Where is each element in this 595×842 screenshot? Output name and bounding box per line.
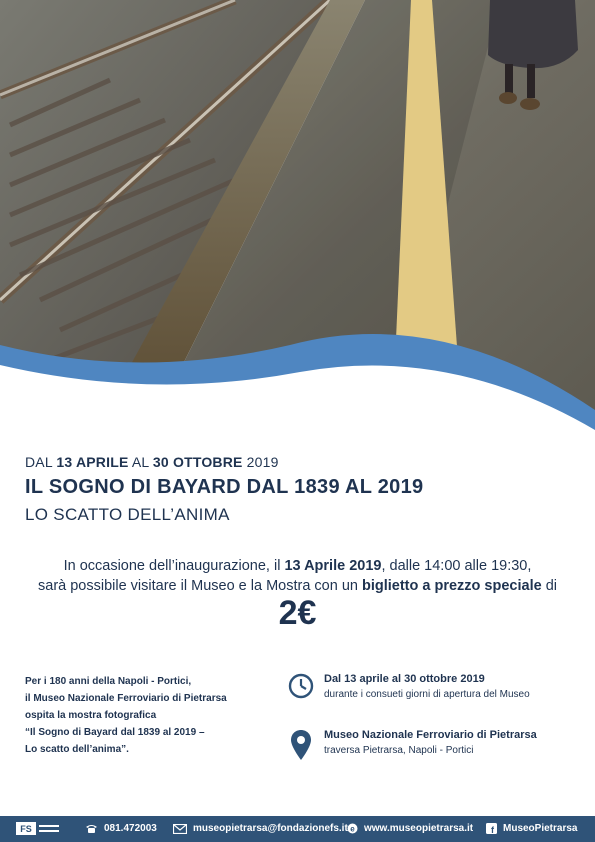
clock-icon: [288, 673, 314, 702]
event-title: IL SOGNO DI BAYARD DAL 1839 AL 2019: [25, 476, 424, 498]
event-dates: [25, 454, 279, 470]
phone-icon: [85, 823, 98, 834]
intro-line-2: [0, 576, 595, 596]
description-line: il Museo Nazionale Ferroviario di Pietrarsa: [25, 693, 227, 704]
mail-icon: [173, 824, 187, 834]
intro-line-1-a: In occasione dell’inaugurazione, il: [63, 558, 285, 574]
footer-email[interactable]: [173, 823, 348, 834]
period-note: durante i consueti giorni di apertura del Museo: [324, 689, 530, 700]
description-line: “Il Sogno di Bayard dal 1839 al 2019 –: [25, 727, 205, 738]
event-subtitle: LO SCATTO DELL’ANIMA: [25, 505, 230, 524]
svg-text:e: e: [350, 824, 355, 834]
footer-facebook[interactable]: [486, 823, 577, 834]
facebook-icon: [486, 823, 497, 834]
inauguration-date: 13 Aprile 2019: [284, 558, 382, 574]
footer-phone[interactable]: [85, 823, 157, 834]
intro-text: [0, 556, 595, 596]
map-pin-icon: [290, 729, 312, 764]
intro-line-1-c: , dalle 14:00 alle 19:30,: [381, 558, 532, 574]
footer-bar: [0, 816, 595, 842]
svg-text:f: f: [491, 825, 494, 834]
intro-line-1: [0, 556, 595, 576]
dates-prefix: DAL: [25, 454, 57, 470]
description-line: Lo scatto dell’anima”.: [25, 744, 129, 755]
description-line: ospita la mostra fotografica: [25, 710, 157, 721]
phone-number: 081.472003: [104, 823, 157, 834]
dates-year: 2019: [242, 454, 279, 470]
dates-mid: AL: [128, 454, 153, 470]
footer-website[interactable]: [347, 823, 473, 834]
description: [25, 673, 265, 758]
period-title: Dal 13 aprile al 30 ottobre 2019: [324, 673, 485, 685]
date-start: 13 APRILE: [56, 454, 129, 470]
email-address: museopietrarsa@fondazionefs.it: [193, 823, 348, 834]
fs-logo: [12, 819, 64, 839]
fs-logo-text: FS: [20, 824, 32, 834]
facebook-handle: MuseoPietrarsa: [503, 823, 578, 834]
ticket-price: 2€: [278, 594, 317, 632]
description-line: Per i 180 anni della Napoli - Portici,: [25, 676, 192, 687]
special-price-label: biglietto a prezzo speciale: [361, 578, 542, 594]
intro-line-2-c: di: [541, 578, 557, 594]
intro-line-2-a: sarà possibile visitare il Museo e la Mostra con un: [38, 578, 362, 594]
date-end: 30 OTTOBRE: [152, 454, 243, 470]
website-url: www.museopietrarsa.it: [364, 823, 474, 834]
place-address: traversa Pietrarsa, Napoli - Portici: [324, 745, 474, 756]
place-title: Museo Nazionale Ferroviario di Pietrarsa: [324, 729, 537, 741]
web-icon: [347, 823, 358, 834]
